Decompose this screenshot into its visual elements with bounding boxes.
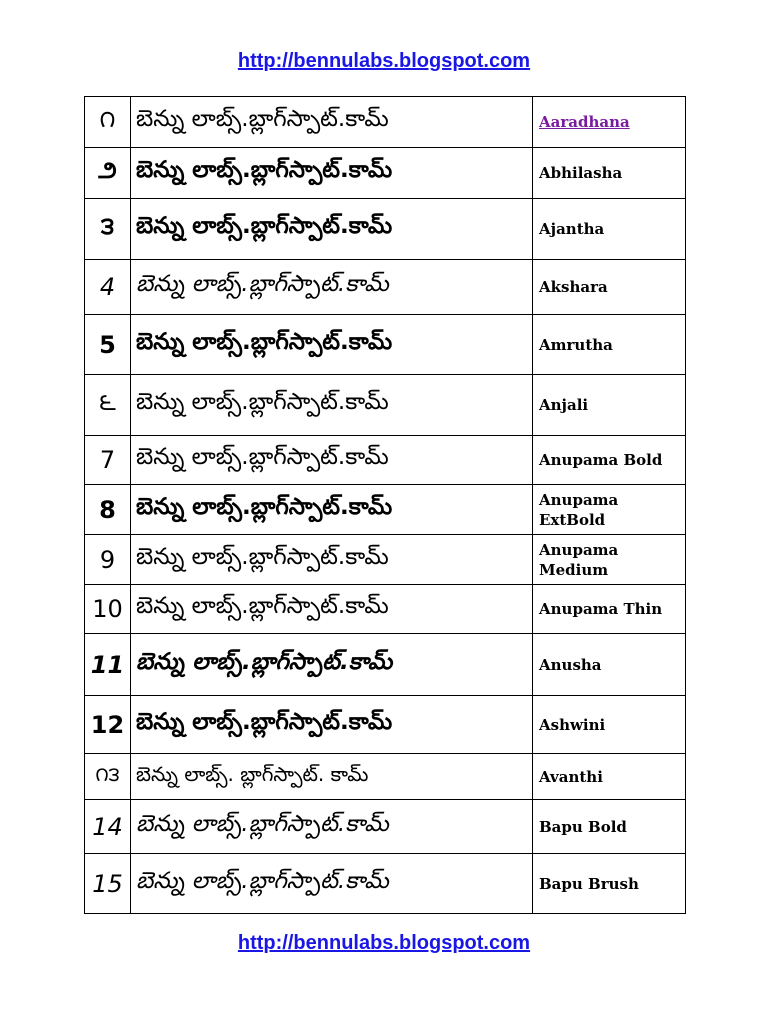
font-sample-text: బెన్ను లాబ్స్.బ్లాగ్‌స్పాట్.కామ్ xyxy=(131,696,533,754)
font-sample-table xyxy=(84,96,686,914)
font-name: Anusha xyxy=(533,634,686,696)
font-sample-text: బెన్ను లాబ్స్.బ్లాగ్‌స్పాట్.కామ్ xyxy=(131,535,533,585)
row-number: 11 xyxy=(85,634,131,696)
font-name: Anupama Medium xyxy=(533,535,686,585)
row-number: 7 xyxy=(85,436,131,485)
font-name-link[interactable]: Aaradhana xyxy=(533,97,686,148)
font-name: Bapu Bold xyxy=(533,800,686,854)
table-row xyxy=(85,97,686,148)
row-number: 4 xyxy=(85,260,131,315)
footer-link[interactable]: http://bennulabs.blogspot.com xyxy=(237,932,531,954)
font-sample-text: బెన్ను లాబ్స్.బ్లాగ్‌స్పాట్.కామ్ xyxy=(131,485,533,535)
font-sample-text: బెన్ను లాబ్స్.బ్లాగ్‌స్పాట్.కామ్ xyxy=(131,436,533,485)
table-row xyxy=(85,854,686,914)
font-sample-text: బెన్ను లాబ్స్.బ్లాగ్‌స్పాట్.కామ్ xyxy=(131,260,533,315)
table-row xyxy=(85,535,686,585)
row-number: ౨ xyxy=(85,148,131,199)
font-name: Ajantha xyxy=(533,199,686,260)
font-name: Anupama Thin xyxy=(533,585,686,634)
table-row xyxy=(85,148,686,199)
table-row xyxy=(85,485,686,535)
font-sample-text: బెన్ను లాబ్స్.బ్లాగ్‌స్పాట్.కామ్ xyxy=(131,375,533,436)
font-sample-text: బెన్ను లాబ్స్.బ్లాగ్‌స్పాట్.కామ్ xyxy=(131,315,533,375)
table-row xyxy=(85,800,686,854)
font-sample-text: బెన్ను లాబ్స్.బ్లాగ్‌స్పాట్.కామ్ xyxy=(131,800,533,854)
font-name: Anjali xyxy=(533,375,686,436)
row-number: 5 xyxy=(85,315,131,375)
table-row xyxy=(85,634,686,696)
font-sample-text: బెన్ను లాబ్స్. బ్లాగ్‌స్పాట్. కామ్ xyxy=(131,754,533,800)
row-number: 9 xyxy=(85,535,131,585)
row-number: ౩ xyxy=(85,199,131,260)
font-sample-text: బెన్ను లాబ్స్.బ్లాగ్‌స్పాట్.కామ్ xyxy=(131,97,533,148)
font-name: Ashwini xyxy=(533,696,686,754)
row-number: ౬ xyxy=(85,375,131,436)
font-sample-text: బెన్ను లాబ్స్.బ్లాగ్‌స్పాట్.కామ్ xyxy=(131,585,533,634)
table-row xyxy=(85,260,686,315)
row-number: 12 xyxy=(85,696,131,754)
font-sample-text: బెన్ను లాబ్స్.బ్లాగ్‌స్పాట్.కామ్ xyxy=(131,199,533,260)
table-row xyxy=(85,436,686,485)
table-row xyxy=(85,696,686,754)
table-row xyxy=(85,199,686,260)
font-name: Avanthi xyxy=(533,754,686,800)
row-number: 8 xyxy=(85,485,131,535)
font-name: Bapu Brush xyxy=(533,854,686,914)
table-row xyxy=(85,585,686,634)
row-number: 14 xyxy=(85,800,131,854)
font-sample-text: బెన్ను లాబ్స్.బ్లాగ్‌స్పాట్.కామ్ xyxy=(131,634,533,696)
font-name: Abhilasha xyxy=(533,148,686,199)
row-number: ౧ xyxy=(85,97,131,148)
row-number: 15 xyxy=(85,854,131,914)
row-number: ౧౩ xyxy=(85,754,131,800)
font-sample-text: బెన్ను లాబ్స్.బ్లాగ్‌స్పాట్.కామ్ xyxy=(131,148,533,199)
font-name: Akshara xyxy=(533,260,686,315)
font-name: Anupama Bold xyxy=(533,436,686,485)
table-row xyxy=(85,315,686,375)
header-link[interactable]: http://bennulabs.blogspot.com xyxy=(237,50,531,72)
font-sample-text: బెన్ను లాబ్స్.బ్లాగ్‌స్పాట్.కామ్ xyxy=(131,854,533,914)
row-number: 10 xyxy=(85,585,131,634)
table-row xyxy=(85,375,686,436)
table-row xyxy=(85,754,686,800)
font-name: Amrutha xyxy=(533,315,686,375)
font-name: Anupama ExtBold xyxy=(533,485,686,535)
